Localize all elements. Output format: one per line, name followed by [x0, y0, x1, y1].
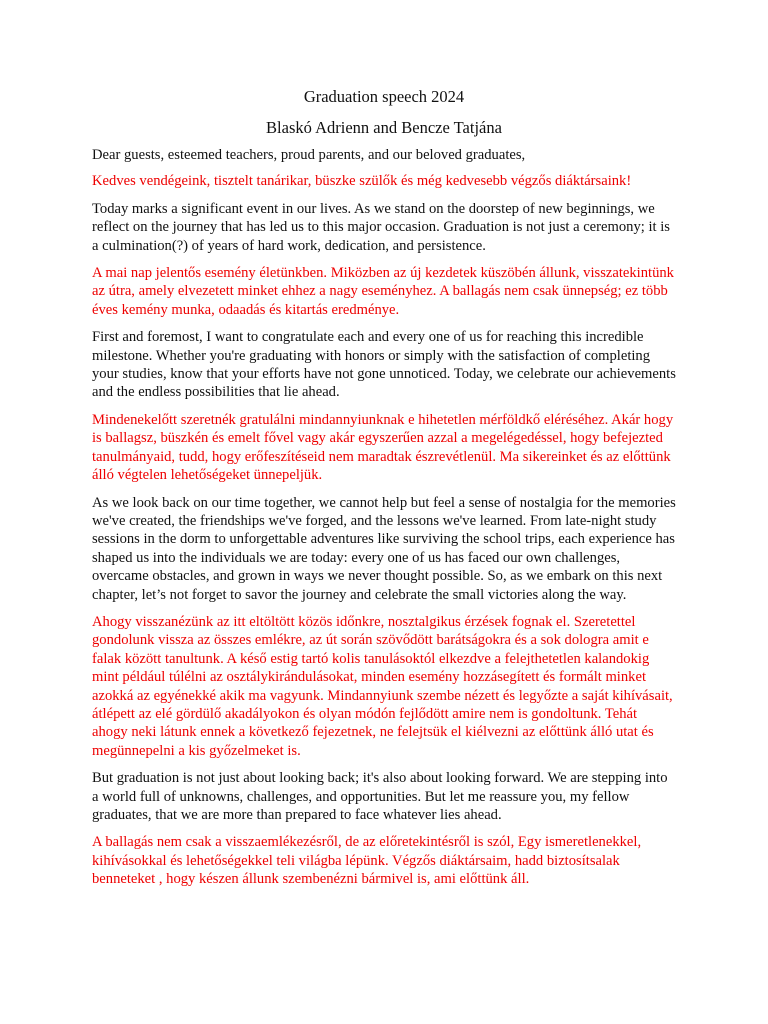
- paragraph-hungarian: A ballagás nem csak a visszaemlékezésről, de az előretekintésről is szól, Egy ismeretlenekkel, kihívásokkal és lehetőségekkel teli világba lépünk. Végzős diáktársaim, hadd biztosítsalak benneteket , hogy készen állunk szembenézni bármivel is, ami előttünk áll.: [92, 834, 642, 888]
- speech-document: [92, 86, 676, 898]
- paragraph-hungarian: A mai nap jelentős esemény életünkben. Miközben az új kezdetek küszöbén állunk, visszatekintünk az útra, amely elvezetett minket ehhez a nagy eseményhez. A ballagás nem csak ünnepség; ez több éves kemény munka, odaadás és kitartás eredménye.: [92, 265, 674, 318]
- document-authors: Blaskó Adrienn and Bencze Tatjána: [266, 118, 502, 137]
- paragraph-english: First and foremost, I want to congratulate each and every one of us for reaching this incredible milestone. Whether you're graduating with honors or simply with the satisfaction of completing your studies, know that your efforts have not gone unnoticed. Today, we celebrate our achievements and the endless possibilities that lie ahead.: [92, 329, 676, 401]
- paragraph-english: As we look back on our time together, we cannot help but feel a sense of nostalgia for the memories we've created, the friendships we've forged, and the lessons we've learned. From late-night study sessions in the dorm to unforgettable adventures like surviving the school trips, each experience has shaped us into the individuals we are today: every one of us has faced our own challenges, overcame obstacles, and grown in ways we never thought possible. So, as we embark on this next chapter, let’s not forget to savor the journey and celebrate the small victories along the way.: [92, 494, 676, 603]
- paragraph-english: Today marks a significant event in our lives. As we stand on the doorstep of new beginnings, we reflect on the journey that has led us to this major occasion. Graduation is not just a ceremony; it is a culmination(?) of years of hard work, dedication, and persistence.: [92, 200, 670, 254]
- paragraph-english: But graduation is not just about looking back; it's also about looking forward. We are stepping into a world full of unknowns, challenges, and opportunities. But let me reassure you, my fellow graduates, that we are more than prepared to face whatever lies ahead.: [92, 770, 668, 823]
- paragraph-hungarian: Kedves vendégeink, tisztelt tanárikar, büszke szülők és még kedvesebb végzős diáktársaink!: [92, 173, 632, 190]
- paragraph-english: Dear guests, esteemed teachers, proud parents, and our beloved graduates,: [92, 147, 526, 163]
- document-title: Graduation speech 2024: [303, 87, 465, 106]
- paragraph-hungarian: Mindenekelőtt szeretnék gratulálni mindannyiunknak e hihetetlen mérföldkő eléréséhez. Akár hogy is ballagsz, büszkén és emelt fővel vagy akár egyszerűen azzal a megelégedéssel, hogy befejezted tanulmányaid, tudd, hogy erőfeszítéseid nem maradtak észrevétlenül. Ma sikereinket és az előttünk álló végtelen lehetőségeket ünnepeljük.: [92, 411, 674, 484]
- paragraph-hungarian: Ahogy visszanézünk az itt eltöltött közös időnkre, nosztalgikus érzések fognak el. Szeretettel gondolunk vissza az összes emlékre, az út során szövődött barátságokra és a sok dologra amit e falak között tanultunk. A késő estig tartó kolis tanulásoktól elkezdve a felejthetetlen kalandokig mint például túlélni az osztálykirándulásokat, minden esemény hozzásegített és formált minket azokká az egyénekké akik ma vagyunk. Mindannyiunk szembe nézett és legyőzte a saját kihívásait, átlépett az elé gördülő akadályokon és olyan módón fejlődött amire nem is gondoltunk. Tehát ahogy neki látunk ennek a következő fejezetnek, ne felejtsük el kiélvezni az előttünk álló utat és megünnepelni a kis győzelmeket is.: [92, 613, 673, 759]
